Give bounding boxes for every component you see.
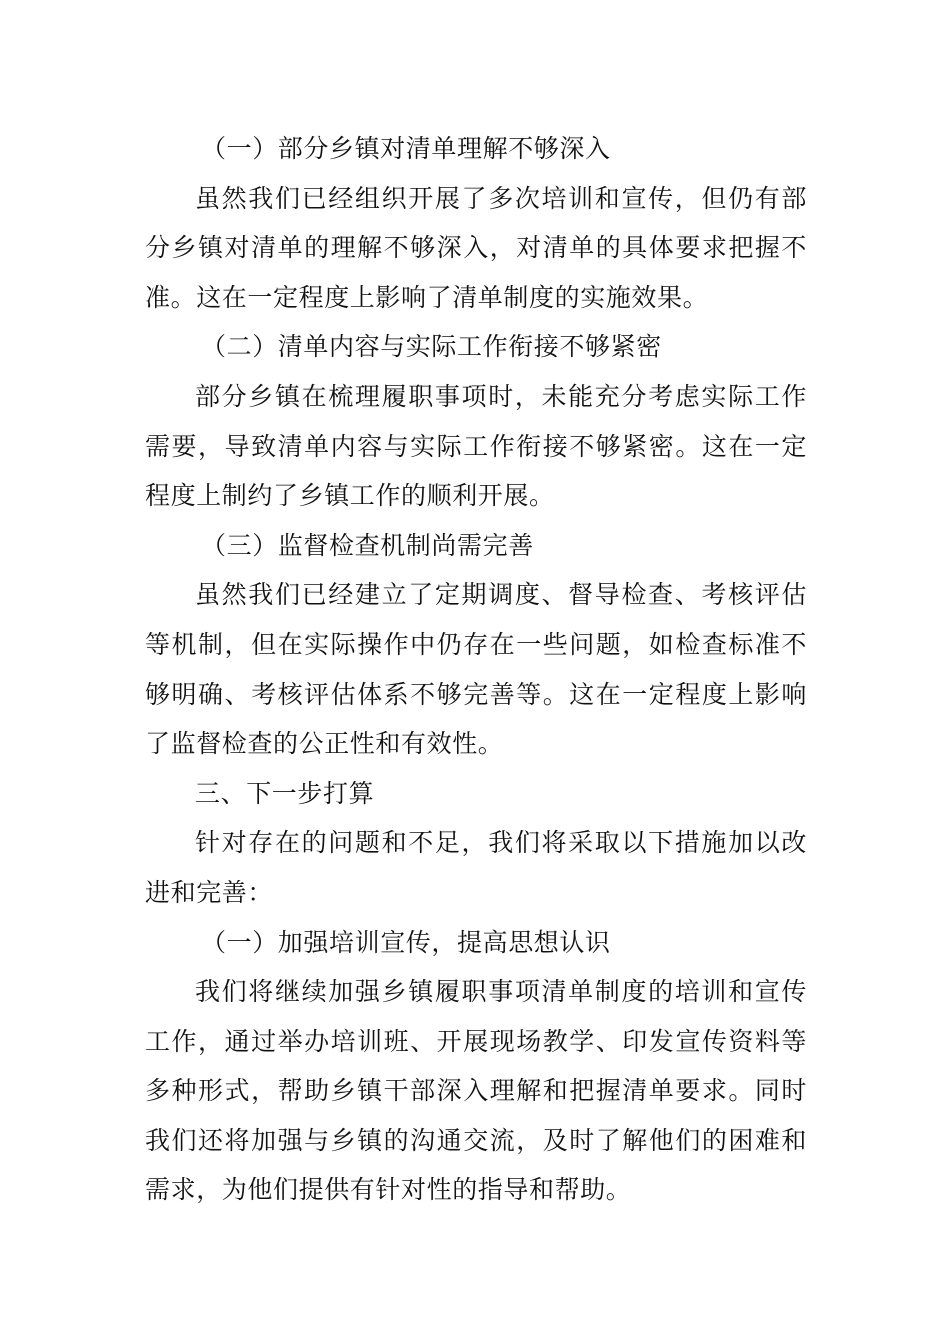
paragraph-3: 虽然我们已经建立了定期调度、督导检查、考核评估等机制，但在实际操作中仍存在一些问题，如检查标准不够明确、考核评估体系不够完善等。这在一定程度上影响了监督检查的公正性和有效性。 bbox=[145, 580, 807, 759]
subheading-3: （三）监督检查机制尚需完善 bbox=[201, 530, 534, 560]
section-heading: 三、下一步打算 bbox=[195, 778, 375, 808]
subheading-4: （一）加强培训宣传，提高思想认识 bbox=[201, 927, 611, 957]
document-body bbox=[145, 124, 807, 1215]
paragraph-4: 针对存在的问题和不足，我们将采取以下措施加以改进和完善： bbox=[145, 828, 807, 907]
paragraph-1: 虽然我们已经组织开展了多次培训和宣传，但仍有部分乡镇对清单的理解不够深入，对清单的具体要求把握不准。这在一定程度上影响了清单制度的实施效果。 bbox=[145, 183, 807, 312]
paragraph-5: 我们将继续加强乡镇履职事项清单制度的培训和宣传工作，通过举办培训班、开展现场教学、印发宣传资料等多种形式，帮助乡镇干部深入理解和把握清单要求。同时我们还将加强与乡镇的沟通交流，及时了解他们的困难和需求，为他们提供有针对性的指导和帮助。 bbox=[145, 977, 807, 1205]
subheading-2: （二）清单内容与实际工作衔接不够紧密 bbox=[201, 332, 662, 362]
paragraph-2: 部分乡镇在梳理履职事项时，未能充分考虑实际工作需要，导致清单内容与实际工作衔接不够紧密。这在一定程度上制约了乡镇工作的顺利开展。 bbox=[145, 381, 807, 511]
subheading-1: （一）部分乡镇对清单理解不够深入 bbox=[201, 134, 611, 163]
